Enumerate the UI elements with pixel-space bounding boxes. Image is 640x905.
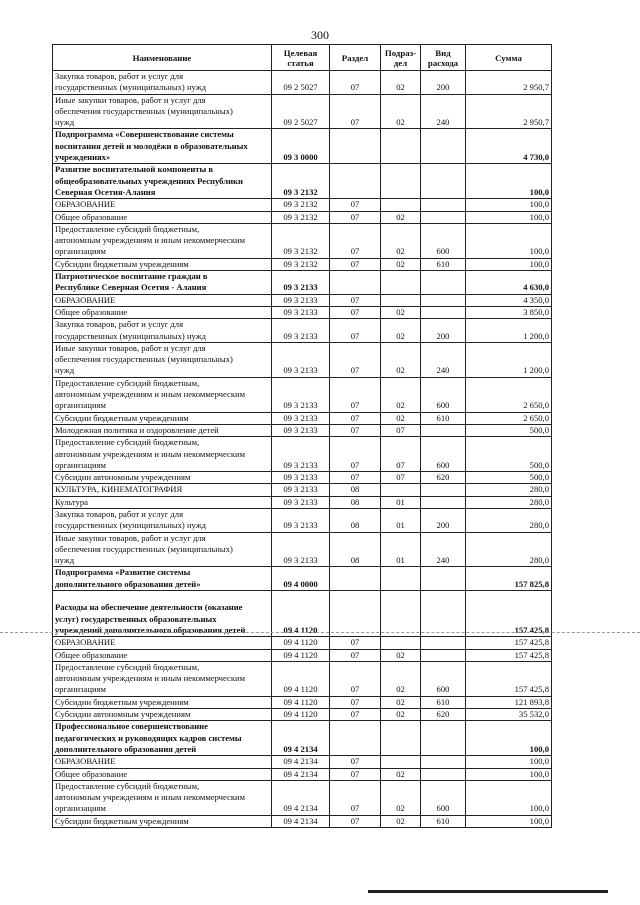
row-expense-type <box>421 306 466 318</box>
row-section: 07 <box>330 709 381 721</box>
table-row <box>53 71 552 95</box>
row-target-code: 09 3 2133 <box>272 377 330 412</box>
row-target-code: 09 4 1120 <box>272 591 330 637</box>
table-row <box>53 721 552 756</box>
row-name: Предоставление субсидий бюджетным, автономным учреждениям и иным некоммерческим организациям <box>53 377 272 412</box>
row-section: 08 <box>330 508 381 532</box>
row-section <box>330 567 381 591</box>
row-target-code: 09 3 2133 <box>272 306 330 318</box>
col-header-name: Наименование <box>53 45 272 71</box>
row-target-code: 09 3 2133 <box>272 319 330 343</box>
row-expense-type: 610 <box>421 258 466 270</box>
row-amount: 121 893,8 <box>466 696 552 708</box>
row-section: 07 <box>330 319 381 343</box>
table-row <box>53 258 552 270</box>
row-name: Расходы на обеспечение деятельности (оказание услуг) государственных образовательных учреждений дополнительного образования детей <box>53 591 272 637</box>
row-target-code: 09 4 2134 <box>272 756 330 768</box>
table-body <box>53 71 552 828</box>
row-section <box>330 271 381 295</box>
row-amount: 100,0 <box>466 164 552 199</box>
table-row <box>53 94 552 129</box>
table-row <box>53 637 552 649</box>
row-expense-type: 600 <box>421 780 466 815</box>
table-row <box>53 768 552 780</box>
table-row <box>53 532 552 567</box>
row-section: 07 <box>330 342 381 377</box>
row-name: Предоставление субсидий бюджетным, автономным учреждениям и иным некоммерческим организациям <box>53 661 272 696</box>
row-subsection: 01 <box>381 532 421 567</box>
row-target-code: 09 3 2133 <box>272 294 330 306</box>
row-amount: 157 425,8 <box>466 649 552 661</box>
row-amount: 100,0 <box>466 815 552 827</box>
row-target-code: 09 3 2132 <box>272 223 330 258</box>
row-expense-type: 240 <box>421 532 466 567</box>
row-name: Субсидии бюджетным учреждениям <box>53 696 272 708</box>
row-section: 08 <box>330 532 381 567</box>
row-section: 07 <box>330 258 381 270</box>
row-subsection: 01 <box>381 496 421 508</box>
table-row <box>53 223 552 258</box>
row-subsection: 02 <box>381 306 421 318</box>
row-section <box>330 591 381 637</box>
row-subsection: 02 <box>381 377 421 412</box>
table-row <box>53 661 552 696</box>
row-expense-type: 620 <box>421 472 466 484</box>
row-name: Общее образование <box>53 211 272 223</box>
table-row <box>53 649 552 661</box>
row-target-code: 09 4 2134 <box>272 780 330 815</box>
row-expense-type <box>421 164 466 199</box>
row-subsection: 02 <box>381 94 421 129</box>
row-expense-type: 600 <box>421 437 466 472</box>
row-subsection: 02 <box>381 780 421 815</box>
row-target-code: 09 4 2134 <box>272 768 330 780</box>
row-expense-type: 200 <box>421 71 466 95</box>
row-amount: 100,0 <box>466 721 552 756</box>
col-header-target: Целевая статья <box>272 45 330 71</box>
row-amount: 100,0 <box>466 258 552 270</box>
row-name: Общее образование <box>53 649 272 661</box>
row-amount: 500,0 <box>466 437 552 472</box>
row-target-code: 09 4 1120 <box>272 661 330 696</box>
row-target-code: 09 3 2133 <box>272 437 330 472</box>
row-subsection: 02 <box>381 815 421 827</box>
row-section: 07 <box>330 71 381 95</box>
row-expense-type: 620 <box>421 709 466 721</box>
row-subsection <box>381 294 421 306</box>
row-subsection <box>381 637 421 649</box>
row-amount: 100,0 <box>466 223 552 258</box>
row-section: 08 <box>330 484 381 496</box>
row-subsection <box>381 591 421 637</box>
row-amount: 1 200,0 <box>466 319 552 343</box>
row-section: 08 <box>330 496 381 508</box>
row-name: Общее образование <box>53 306 272 318</box>
row-name: Закупка товаров, работ и услуг для государственных (муниципальных) нужд <box>53 508 272 532</box>
row-amount: 4 630,0 <box>466 271 552 295</box>
table-row <box>53 424 552 436</box>
row-expense-type: 600 <box>421 223 466 258</box>
row-expense-type <box>421 756 466 768</box>
row-name: Подпрограмма «Совершенствование системы воспитания детей и молодёжи в образовательных учреждениях» <box>53 129 272 164</box>
table-row <box>53 199 552 211</box>
row-target-code: 09 3 2133 <box>272 496 330 508</box>
row-expense-type: 600 <box>421 661 466 696</box>
table-row <box>53 342 552 377</box>
row-name: Развитие воспитательной компоненты в общеобразовательных учреждениях Республики Северная Осетия-Алания <box>53 164 272 199</box>
row-target-code: 09 3 2132 <box>272 199 330 211</box>
table-row <box>53 294 552 306</box>
row-subsection: 02 <box>381 319 421 343</box>
row-amount: 157 425,8 <box>466 661 552 696</box>
table-row <box>53 319 552 343</box>
row-name: Субсидии бюджетным учреждениям <box>53 258 272 270</box>
row-name: Иные закупки товаров, работ и услуг для обеспечения государственных (муниципальных) нужд <box>53 532 272 567</box>
row-name: Закупка товаров, работ и услуг для государственных (муниципальных) нужд <box>53 71 272 95</box>
row-target-code: 09 3 2133 <box>272 342 330 377</box>
row-section: 07 <box>330 94 381 129</box>
row-name: Иные закупки товаров, работ и услуг для обеспечения государственных (муниципальных) нужд <box>53 94 272 129</box>
row-section: 07 <box>330 768 381 780</box>
row-name: ОБРАЗОВАНИЕ <box>53 637 272 649</box>
row-target-code: 09 4 1120 <box>272 709 330 721</box>
row-expense-type <box>421 424 466 436</box>
row-target-code: 09 2 5027 <box>272 94 330 129</box>
table-row <box>53 129 552 164</box>
row-amount: 4 730,0 <box>466 129 552 164</box>
row-subsection: 07 <box>381 424 421 436</box>
row-name: Молодежная политика и оздоровление детей <box>53 424 272 436</box>
row-target-code: 09 4 2134 <box>272 815 330 827</box>
row-target-code: 09 2 5027 <box>272 71 330 95</box>
row-name: Субсидии автономным учреждениям <box>53 709 272 721</box>
row-section <box>330 721 381 756</box>
row-section: 07 <box>330 661 381 696</box>
col-header-expense-type: Вид расхода <box>421 45 466 71</box>
row-amount: 100,0 <box>466 768 552 780</box>
table-row <box>53 696 552 708</box>
row-target-code: 09 3 2132 <box>272 211 330 223</box>
row-target-code: 09 3 2132 <box>272 164 330 199</box>
row-subsection: 02 <box>381 709 421 721</box>
row-name: Общее образование <box>53 768 272 780</box>
row-name: Предоставление субсидий бюджетным, автономным учреждениям и иным некоммерческим организациям <box>53 437 272 472</box>
row-expense-type <box>421 129 466 164</box>
row-subsection <box>381 164 421 199</box>
row-subsection <box>381 756 421 768</box>
row-subsection <box>381 721 421 756</box>
row-section <box>330 164 381 199</box>
row-target-code: 09 3 2133 <box>272 532 330 567</box>
table-row <box>53 164 552 199</box>
table-row <box>53 496 552 508</box>
row-expense-type <box>421 199 466 211</box>
row-target-code: 09 3 2133 <box>272 424 330 436</box>
row-subsection <box>381 199 421 211</box>
row-name: Субсидии автономным учреждениям <box>53 472 272 484</box>
row-target-code: 09 3 2132 <box>272 258 330 270</box>
row-name: Подпрограмма «Развитие системы дополнительного образования детей» <box>53 567 272 591</box>
row-amount: 280,0 <box>466 508 552 532</box>
table-header <box>53 45 552 71</box>
row-amount: 280,0 <box>466 496 552 508</box>
row-name: Субсидии бюджетным учреждениям <box>53 412 272 424</box>
row-section: 07 <box>330 424 381 436</box>
col-header-subsection: Подраз- дел <box>381 45 421 71</box>
row-amount: 100,0 <box>466 211 552 223</box>
row-expense-type: 600 <box>421 377 466 412</box>
row-subsection: 01 <box>381 508 421 532</box>
row-expense-type: 240 <box>421 94 466 129</box>
row-subsection: 02 <box>381 696 421 708</box>
row-section: 07 <box>330 199 381 211</box>
row-amount: 157 825,8 <box>466 567 552 591</box>
row-target-code: 09 4 1120 <box>272 696 330 708</box>
table-row <box>53 271 552 295</box>
row-name: ОБРАЗОВАНИЕ <box>53 199 272 211</box>
row-section: 07 <box>330 637 381 649</box>
row-expense-type <box>421 721 466 756</box>
row-subsection <box>381 129 421 164</box>
col-header-section: Раздел <box>330 45 381 71</box>
row-section: 07 <box>330 294 381 306</box>
row-name: Профессиональное совершенствование педагогических и руководящих кадров системы дополнительного образования детей <box>53 721 272 756</box>
row-section: 07 <box>330 211 381 223</box>
row-amount: 2 650,0 <box>466 377 552 412</box>
table-row <box>53 780 552 815</box>
row-section: 07 <box>330 472 381 484</box>
table-row <box>53 472 552 484</box>
row-section: 07 <box>330 780 381 815</box>
row-subsection <box>381 271 421 295</box>
row-target-code: 09 4 2134 <box>272 721 330 756</box>
table-row <box>53 567 552 591</box>
row-section: 07 <box>330 815 381 827</box>
row-target-code: 09 3 2133 <box>272 412 330 424</box>
row-expense-type <box>421 637 466 649</box>
table-row <box>53 377 552 412</box>
row-amount: 4 350,0 <box>466 294 552 306</box>
table-row <box>53 709 552 721</box>
table-row <box>53 306 552 318</box>
row-name: Предоставление субсидий бюджетным, автономным учреждениям и иным некоммерческим организациям <box>53 780 272 815</box>
row-expense-type: 200 <box>421 319 466 343</box>
footer-rule <box>368 890 608 893</box>
row-subsection: 02 <box>381 258 421 270</box>
row-target-code: 09 3 2133 <box>272 271 330 295</box>
row-expense-type <box>421 484 466 496</box>
row-name: КУЛЬТУРА, КИНЕМАТОГРАФИЯ <box>53 484 272 496</box>
row-subsection: 02 <box>381 342 421 377</box>
row-section: 07 <box>330 223 381 258</box>
scan-dashed-line <box>0 632 640 633</box>
row-target-code: 09 3 2133 <box>272 472 330 484</box>
row-subsection: 02 <box>381 223 421 258</box>
row-expense-type <box>421 567 466 591</box>
row-section: 07 <box>330 437 381 472</box>
row-subsection: 07 <box>381 472 421 484</box>
row-amount: 500,0 <box>466 424 552 436</box>
row-name: Патриотическое воспитание граждан в Республике Северная Осетия - Алания <box>53 271 272 295</box>
row-subsection: 02 <box>381 649 421 661</box>
row-amount: 3 850,0 <box>466 306 552 318</box>
row-target-code: 09 4 1120 <box>272 637 330 649</box>
row-amount: 2 950,7 <box>466 71 552 95</box>
table-row <box>53 437 552 472</box>
row-subsection <box>381 484 421 496</box>
row-amount: 100,0 <box>466 780 552 815</box>
row-section <box>330 129 381 164</box>
row-expense-type <box>421 211 466 223</box>
row-section: 07 <box>330 649 381 661</box>
row-amount: 1 200,0 <box>466 342 552 377</box>
budget-table <box>52 44 552 828</box>
row-section: 07 <box>330 306 381 318</box>
table-row <box>53 508 552 532</box>
row-amount: 2 650,0 <box>466 412 552 424</box>
row-expense-type: 610 <box>421 412 466 424</box>
table-row <box>53 412 552 424</box>
row-amount: 157 425,8 <box>466 637 552 649</box>
table-row <box>53 484 552 496</box>
row-amount: 280,0 <box>466 532 552 567</box>
row-subsection: 02 <box>381 71 421 95</box>
row-name: Субсидии бюджетным учреждениям <box>53 815 272 827</box>
row-amount: 100,0 <box>466 199 552 211</box>
row-expense-type <box>421 768 466 780</box>
row-section: 07 <box>330 377 381 412</box>
row-name: ОБРАЗОВАНИЕ <box>53 294 272 306</box>
row-target-code: 09 3 0000 <box>272 129 330 164</box>
row-target-code: 09 4 1120 <box>272 649 330 661</box>
row-name: Закупка товаров, работ и услуг для государственных (муниципальных) нужд <box>53 319 272 343</box>
row-subsection: 02 <box>381 412 421 424</box>
row-expense-type <box>421 591 466 637</box>
row-amount: 35 532,0 <box>466 709 552 721</box>
col-header-amount: Сумма <box>466 45 552 71</box>
row-name: Иные закупки товаров, работ и услуг для обеспечения государственных (муниципальных) нужд <box>53 342 272 377</box>
row-subsection: 02 <box>381 768 421 780</box>
row-expense-type: 200 <box>421 508 466 532</box>
row-amount: 100,0 <box>466 756 552 768</box>
row-section: 07 <box>330 696 381 708</box>
row-target-code: 09 3 2133 <box>272 508 330 532</box>
row-expense-type <box>421 496 466 508</box>
row-amount: 2 950,7 <box>466 94 552 129</box>
row-section: 07 <box>330 412 381 424</box>
row-expense-type: 240 <box>421 342 466 377</box>
row-section: 07 <box>330 756 381 768</box>
row-amount: 157 425,8 <box>466 591 552 637</box>
row-amount: 280,0 <box>466 484 552 496</box>
row-subsection: 07 <box>381 437 421 472</box>
table-row <box>53 815 552 827</box>
table-row <box>53 756 552 768</box>
row-expense-type <box>421 294 466 306</box>
row-name: ОБРАЗОВАНИЕ <box>53 756 272 768</box>
table-row <box>53 211 552 223</box>
row-subsection: 02 <box>381 661 421 696</box>
row-target-code: 09 4 0000 <box>272 567 330 591</box>
row-expense-type <box>421 271 466 295</box>
row-name: Предоставление субсидий бюджетным, автономным учреждениям и иным некоммерческим организациям <box>53 223 272 258</box>
row-subsection <box>381 567 421 591</box>
row-expense-type: 610 <box>421 815 466 827</box>
table-row <box>53 591 552 637</box>
page-number: 300 <box>311 28 329 42</box>
row-subsection: 02 <box>381 211 421 223</box>
row-expense-type <box>421 649 466 661</box>
row-target-code: 09 3 2133 <box>272 484 330 496</box>
row-expense-type: 610 <box>421 696 466 708</box>
row-name: Культура <box>53 496 272 508</box>
row-amount: 500,0 <box>466 472 552 484</box>
